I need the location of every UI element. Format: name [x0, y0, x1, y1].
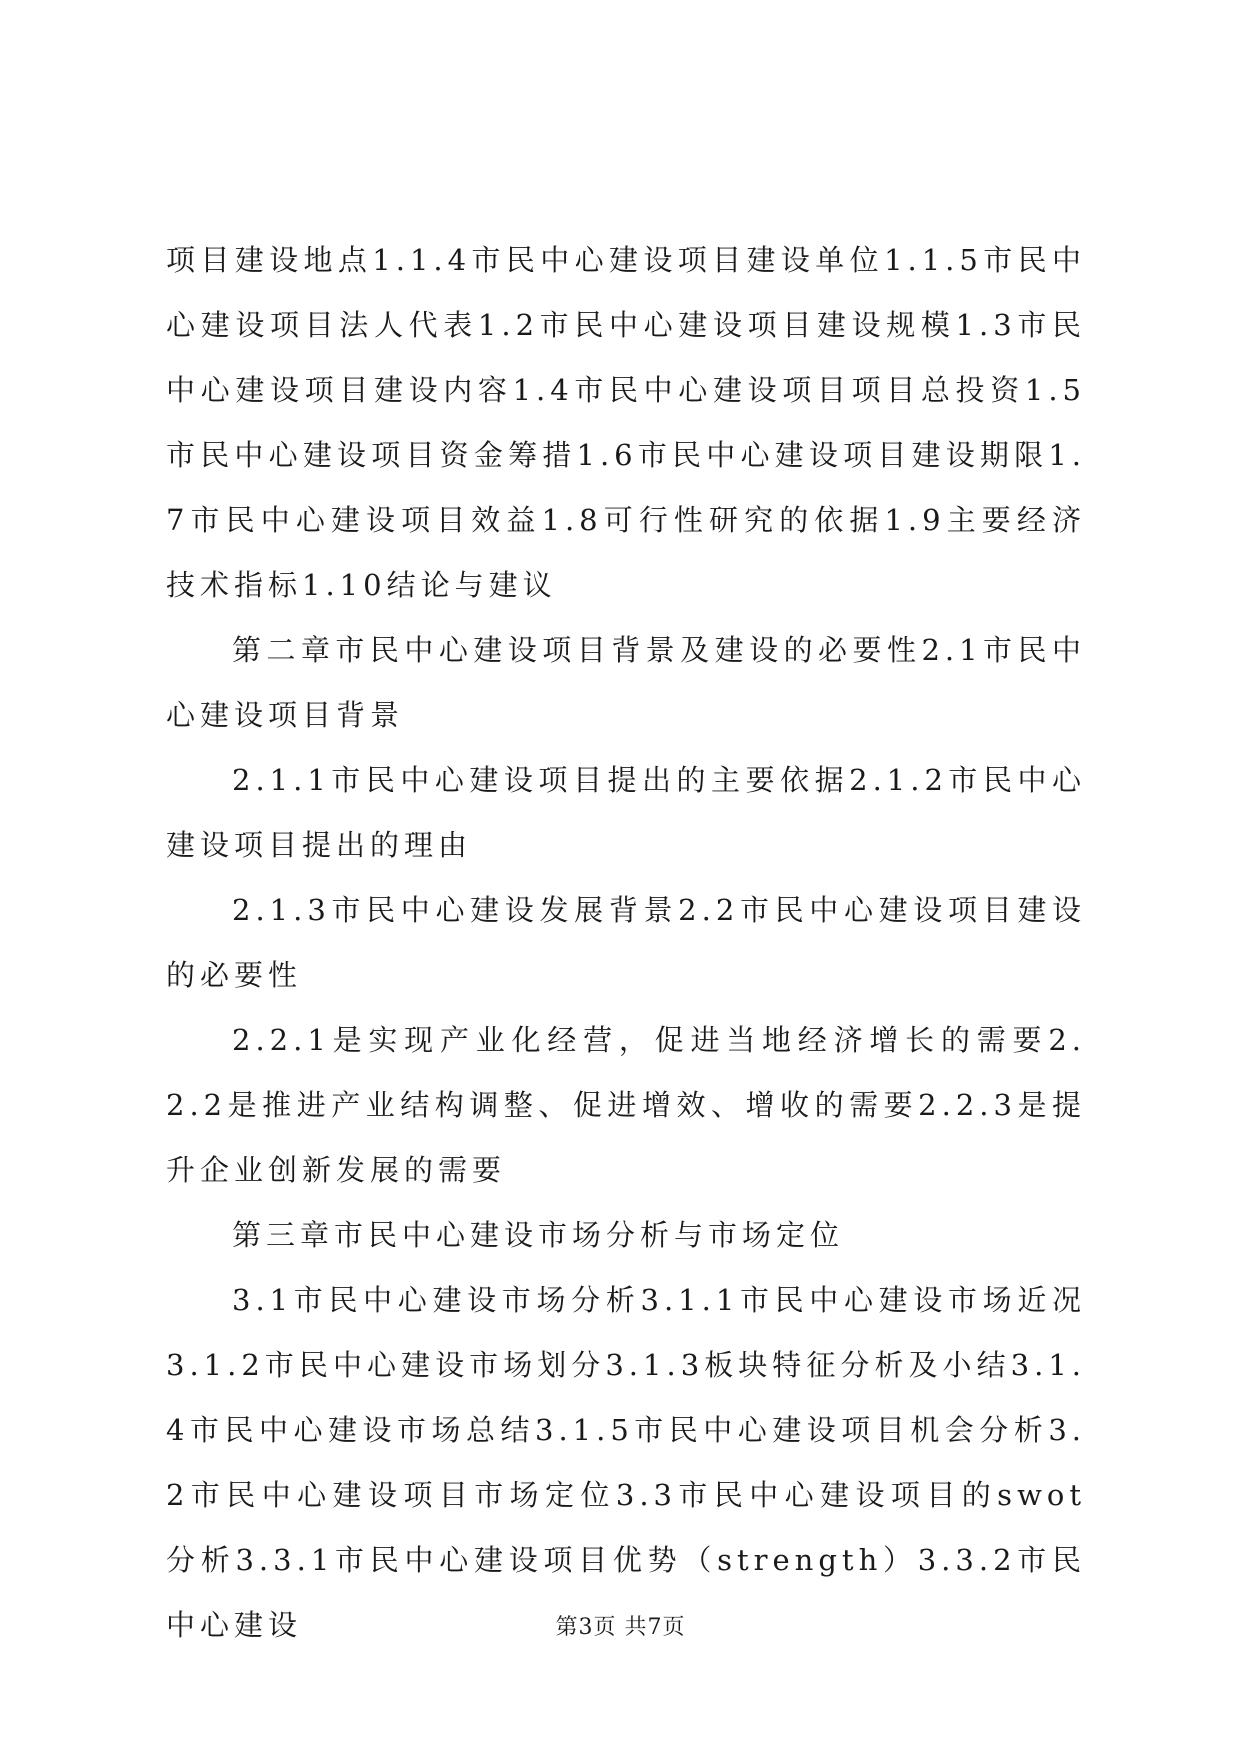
paragraph: 项目建设地点1.1.4市民中心建设项目建设单位1.1.5市民中心建设项目法人代表1.2市民中心建设项目建设规模1.3市民中心建设项目建设内容1.4市民中心建设项目项目总投资1.5市民中心建设项目资金筹措1.6市民中心建设项目建设期限1.7市民中心建设项目效益1.8可行性研究的依据1.9主要经济技术指标1.10结论与建议 — [166, 243, 1086, 602]
paragraph: 2.1.3市民中心建设发展背景2.2市民中心建设项目建设的必要性 — [166, 893, 1086, 992]
page-number-footer: 第3页 共7页 — [555, 1615, 686, 1640]
paragraph: 2.1.1市民中心建设项目提出的主要依据2.1.2市民中心建设项目提出的理由 — [166, 763, 1086, 862]
document-body — [166, 228, 1086, 1658]
paragraph: 第三章市民中心建设市场分析与市场定位 — [232, 1218, 845, 1252]
paragraph: 第二章市民中心建设项目背景及建设的必要性2.1市民中心建设项目背景 — [166, 633, 1086, 732]
paragraph: 3.1市民中心建设市场分析3.1.1市民中心建设市场近况3.1.2市民中心建设市场划分3.1.3板块特征分析及小结3.1.4市民中心建设市场总结3.1.5市民中心建设项目机会分析3.2市民中心建设项目市场定位3.3市民中心建设项目的swot分析3.3.1市民中心建设项目优势（strength）3.3.2市民中心建设 — [166, 1283, 1086, 1642]
paragraph: 2.2.1是实现产业化经营，促进当地经济增长的需要2.2.2是推进产业结构调整、促进增效、增收的需要2.2.3是提升企业创新发展的需要 — [166, 1023, 1086, 1187]
